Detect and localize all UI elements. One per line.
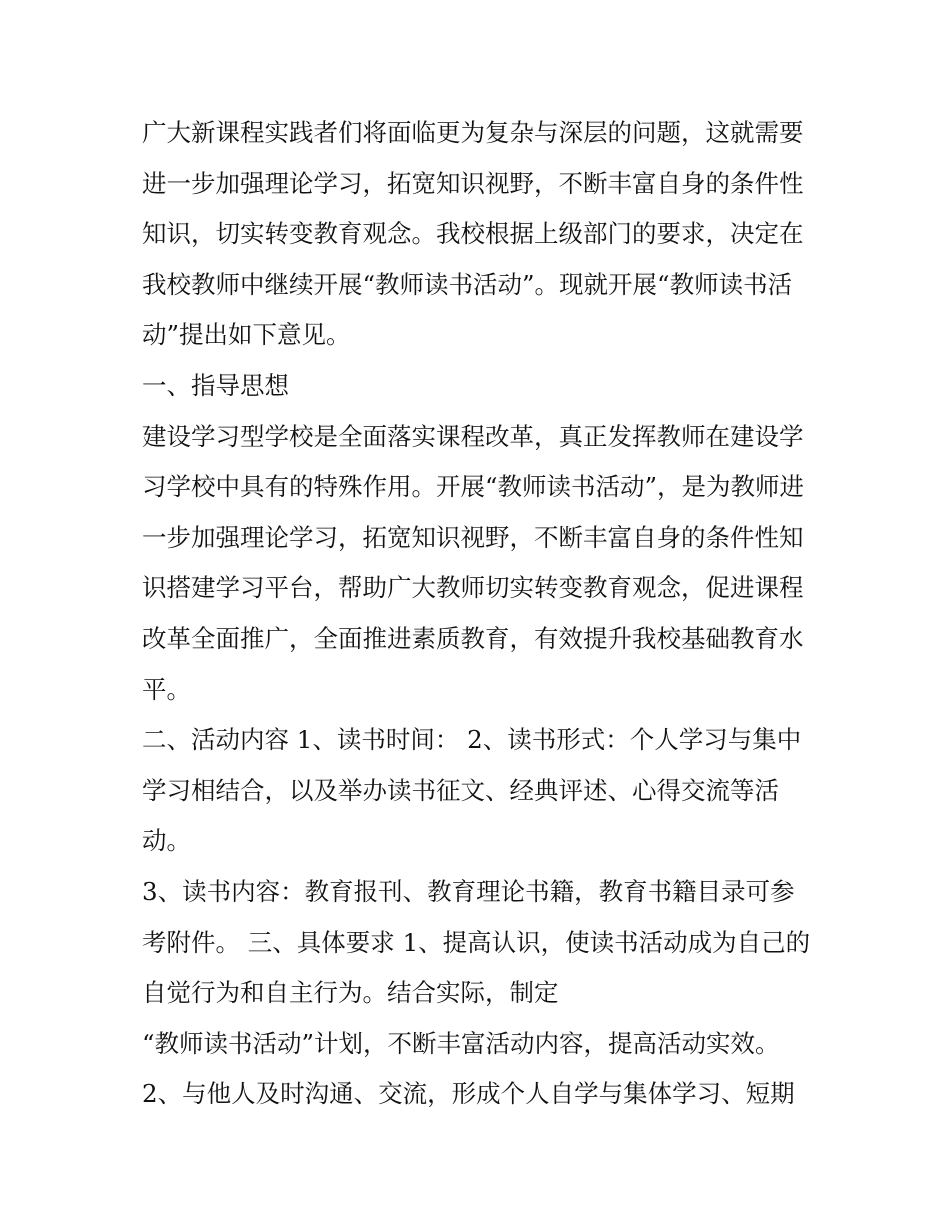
body-line: 识搭建学习平台，帮助广大教师切实转变教育观念，促进课程 <box>142 573 804 603</box>
body-line: 考附件。 三、具体要求 1、提高认识，使读书活动成为自己的 <box>142 927 811 957</box>
body-line: 进一步加强理论学习，拓宽知识视野，不断丰富自身的条件性 <box>142 168 804 198</box>
body-line: 广大新课程实践者们将面临更为复杂与深层的问题，这就需要 <box>142 118 804 147</box>
body-line: 2、与他人及时沟通、交流，形成个人自学与集体学习、短期 <box>142 1079 795 1109</box>
body-line: “教师读书活动”计划，不断丰富活动内容，提高活动实效。 <box>142 1028 780 1058</box>
document-body <box>142 108 822 1120</box>
body-line: 我校教师中继续开展“教师读书活动”。现就开展“教师读书活 <box>142 269 793 299</box>
body-line: 习学校中具有的特殊作用。开展“教师读书活动”，是为教师进 <box>142 472 805 502</box>
body-line: 平。 <box>142 674 191 704</box>
section-heading-guiding-thought: 一、指导思想 <box>142 370 289 400</box>
section-heading-activity-content: 二、活动内容 1、读书时间： 2、读书形式：个人学习与集中 <box>142 725 802 755</box>
body-line: 动”提出如下意见。 <box>142 320 351 350</box>
body-line: 自觉行为和自主行为。结合实际，制定 <box>142 978 559 1008</box>
body-line: 3、读书内容：教育报刊、教育理论书籍，教育书籍目录可参 <box>142 876 795 906</box>
body-line: 建设学习型学校是全面落实课程改革，真正发挥教师在建设学 <box>142 421 804 451</box>
body-line: 知识，切实转变教育观念。我校根据上级部门的要求，决定在 <box>142 219 804 249</box>
body-line: 学习相结合，以及举办读书征文、经典评述、心得交流等活 <box>142 775 779 805</box>
body-line: 改革全面推广，全面推进素质教育，有效提升我校基础教育水 <box>142 623 804 653</box>
body-line: 动。 <box>142 826 191 856</box>
body-line: 一步加强理论学习，拓宽知识视野，不断丰富自身的条件性知 <box>142 522 804 552</box>
